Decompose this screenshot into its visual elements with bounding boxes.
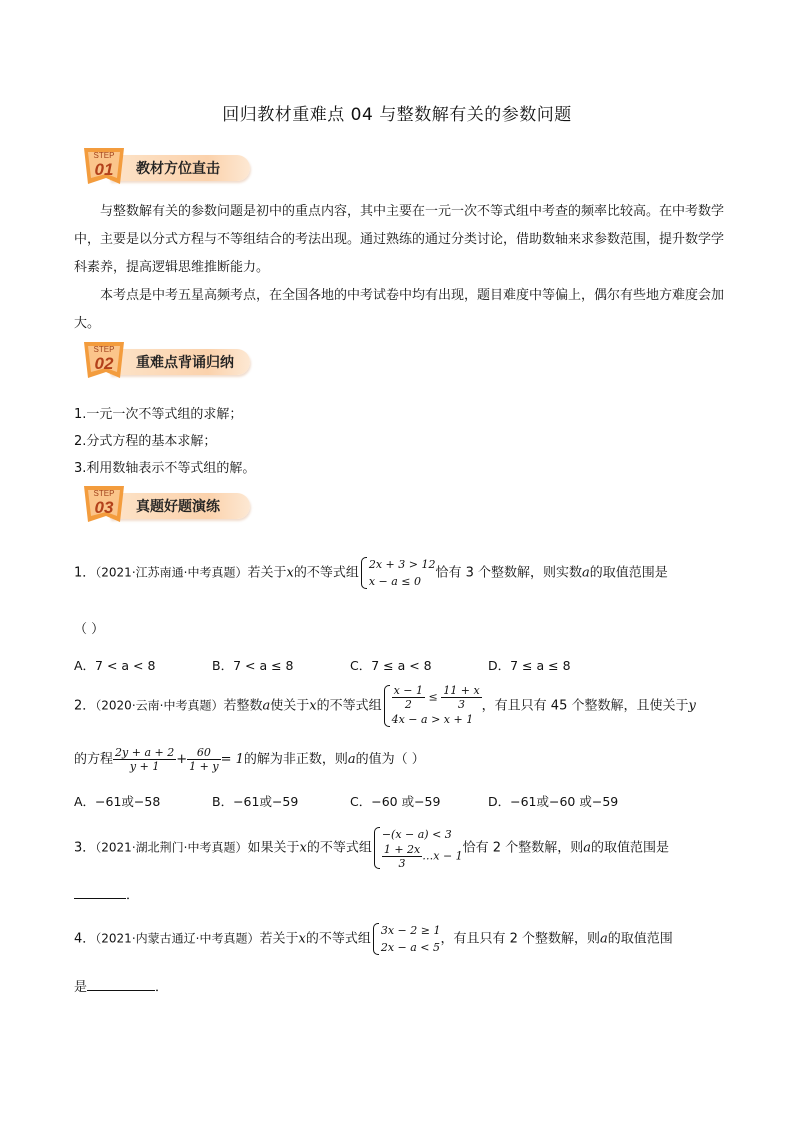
fraction-denominator: y + 1 — [129, 760, 160, 773]
question-4-answer-line — [74, 976, 168, 995]
math-variable: x — [298, 931, 306, 947]
question-end: ． — [126, 888, 140, 903]
inequality-line — [392, 684, 482, 711]
question-text: 的取值范围是 — [590, 840, 669, 856]
question-3-answer-line — [74, 884, 139, 903]
step-01-header — [80, 148, 260, 188]
fraction — [113, 746, 176, 773]
fraction — [187, 746, 220, 773]
inequality-system — [359, 556, 436, 590]
question-text: 的解为非正数，则 — [243, 752, 348, 767]
question-4 — [74, 922, 673, 956]
inequality-system — [382, 684, 482, 728]
step-label: 教材方位直击 — [136, 161, 220, 177]
step-label: 重难点背诵归纳 — [136, 355, 234, 371]
relation-symbol: ≤ — [428, 690, 438, 704]
option-c[interactable]: C．−60 或−59 — [350, 794, 441, 809]
fraction-denominator: 3 — [398, 857, 406, 870]
inequality-line: 2x + 3 > 12 — [368, 558, 436, 571]
math-variable: a — [600, 931, 608, 947]
inequality-line — [382, 843, 463, 870]
question-text: 的取值范围是 — [589, 565, 668, 581]
equation-rhs: = 1 — [220, 752, 244, 767]
step-badge-top: STEP — [93, 489, 115, 498]
question-end: ． — [155, 980, 169, 995]
question-source: （2021·江苏南通·中考真题） — [95, 565, 248, 580]
question-2-equation-line — [74, 746, 425, 773]
question-text: ，有且只有 2 个整数解，则 — [440, 931, 600, 947]
fraction-numerator: 11 + x — [443, 684, 480, 697]
question-text: 的不等式组 — [293, 565, 359, 581]
key-point-2: 2.分式方程的基本求解； — [74, 434, 217, 449]
fraction-numerator: 2y + a + 2 — [115, 746, 175, 759]
question-text: 的方程 — [74, 752, 114, 767]
math-variable: a — [582, 565, 590, 581]
question-2 — [74, 684, 696, 728]
question-text: 恰有 2 个整数解，则 — [462, 840, 584, 856]
question-text: 若关于 — [247, 565, 287, 581]
question-text: 若整数 — [223, 698, 263, 714]
math-variable: a — [262, 698, 271, 714]
plus-symbol: + — [176, 752, 188, 767]
question-text: 的值为（ ） — [355, 752, 425, 767]
step-03-header — [80, 486, 260, 526]
inequality-line: 2x − a < 5 — [380, 941, 441, 954]
question-source: （2021·湖北荆门·中考真题） — [95, 840, 248, 855]
math-variable: y — [688, 698, 696, 714]
step-label: 真题好题演练 — [136, 499, 220, 515]
option-c[interactable]: C．7 ≤ a < 8 — [350, 658, 432, 673]
fraction — [392, 684, 425, 711]
step-badge-top: STEP — [93, 151, 115, 160]
option-d[interactable]: D．7 ≤ a ≤ 8 — [488, 658, 571, 673]
fraction — [382, 843, 422, 870]
question-text: ，有且只有 45 个整数解，且使关于 — [481, 698, 689, 714]
question-text: 使关于 — [270, 698, 310, 714]
inequality-line: −(x − a) < 3 — [381, 828, 452, 841]
answer-blank[interactable] — [87, 976, 155, 991]
question-text: 的不等式组 — [306, 840, 372, 856]
option-a[interactable]: A．−61或−58 — [74, 794, 161, 809]
step-badge-icon — [80, 144, 132, 190]
fraction-denominator: 1 + y — [189, 760, 219, 773]
option-b[interactable]: B．−61或−59 — [212, 794, 299, 809]
key-point-1: 1.一元一次不等式组的求解； — [74, 407, 243, 422]
question-number: 1． — [74, 565, 96, 581]
step-badge-top: STEP — [93, 345, 115, 354]
math-variable: x — [299, 840, 307, 856]
intro-paragraph-2: 本考点是中考五星高频考点，在全国各地的中考试卷中均有出现，题目难度中等偏上，偶尔有些地方难度会加大。 — [74, 288, 725, 331]
inequality-system — [372, 826, 463, 870]
question-source: （2021·内蒙古通辽·中考真题） — [95, 931, 260, 946]
math-variable: x — [309, 698, 317, 714]
question-number: 3． — [74, 840, 96, 856]
math-variable: a — [347, 752, 356, 767]
step-badge-number: 03 — [94, 498, 114, 517]
question-number: 4． — [74, 931, 96, 947]
question-3 — [74, 826, 669, 870]
answer-blank[interactable] — [74, 884, 126, 899]
option-b[interactable]: B．7 < a ≤ 8 — [212, 658, 294, 673]
relation-text: …x − 1 — [422, 849, 463, 863]
question-2-options — [74, 792, 734, 810]
inequality-system — [371, 922, 441, 956]
question-text: 是 — [74, 980, 88, 995]
question-source: （2020·云南·中考真题） — [95, 698, 224, 713]
inequality-line: 4x − a > x + 1 — [391, 713, 474, 726]
fraction-numerator: 1 + 2x — [383, 843, 421, 856]
question-number: 2． — [74, 698, 96, 714]
fraction-numerator: 60 — [187, 746, 220, 760]
math-variable: x — [286, 565, 294, 581]
math-variable: a — [583, 840, 591, 856]
inequality-line: x − a ≤ 0 — [368, 575, 422, 588]
step-badge-number: 02 — [94, 354, 114, 373]
option-d[interactable]: D．−61或−60 或−59 — [488, 794, 619, 809]
question-text: 的取值范围 — [607, 931, 673, 947]
fraction-denominator: 3 — [457, 698, 465, 711]
option-a[interactable]: A．7 < a < 8 — [74, 658, 156, 673]
question-text: 如果关于 — [247, 840, 300, 856]
question-1-options — [74, 656, 734, 674]
inequality-line: 3x − 2 ≥ 1 — [380, 924, 441, 937]
key-point-3: 3.利用数轴表示不等式组的解。 — [74, 461, 256, 476]
fraction-numerator: x − 1 — [393, 684, 424, 697]
page-title: 回归教材重难点 04 与整数解有关的参数问题 — [222, 105, 572, 125]
question-1 — [74, 556, 668, 590]
question-text: 的不等式组 — [305, 931, 371, 947]
step-badge-icon — [80, 482, 132, 528]
step-02-header — [80, 342, 260, 382]
step-badge-icon — [80, 338, 132, 384]
question-text: 若关于 — [259, 931, 299, 947]
fraction-denominator: 2 — [404, 698, 412, 711]
question-text: 恰有 3 个整数解，则实数 — [435, 565, 582, 581]
question-1-paren: （ ） — [74, 622, 105, 637]
question-text: 的不等式组 — [316, 698, 382, 714]
step-badge-number: 01 — [94, 160, 114, 179]
intro-paragraph-1: 与整数解有关的参数问题是初中的重点内容，其中主要在一元一次不等式组中考查的频率比较高。在中考数学中，主要是以分式方程与不等组结合的考法出现。通过熟练的通过分类讨论，借助数轴来求参数范围，提升数学学科素养，提高逻辑思维推断能力。 — [74, 204, 725, 275]
fraction — [441, 684, 481, 711]
